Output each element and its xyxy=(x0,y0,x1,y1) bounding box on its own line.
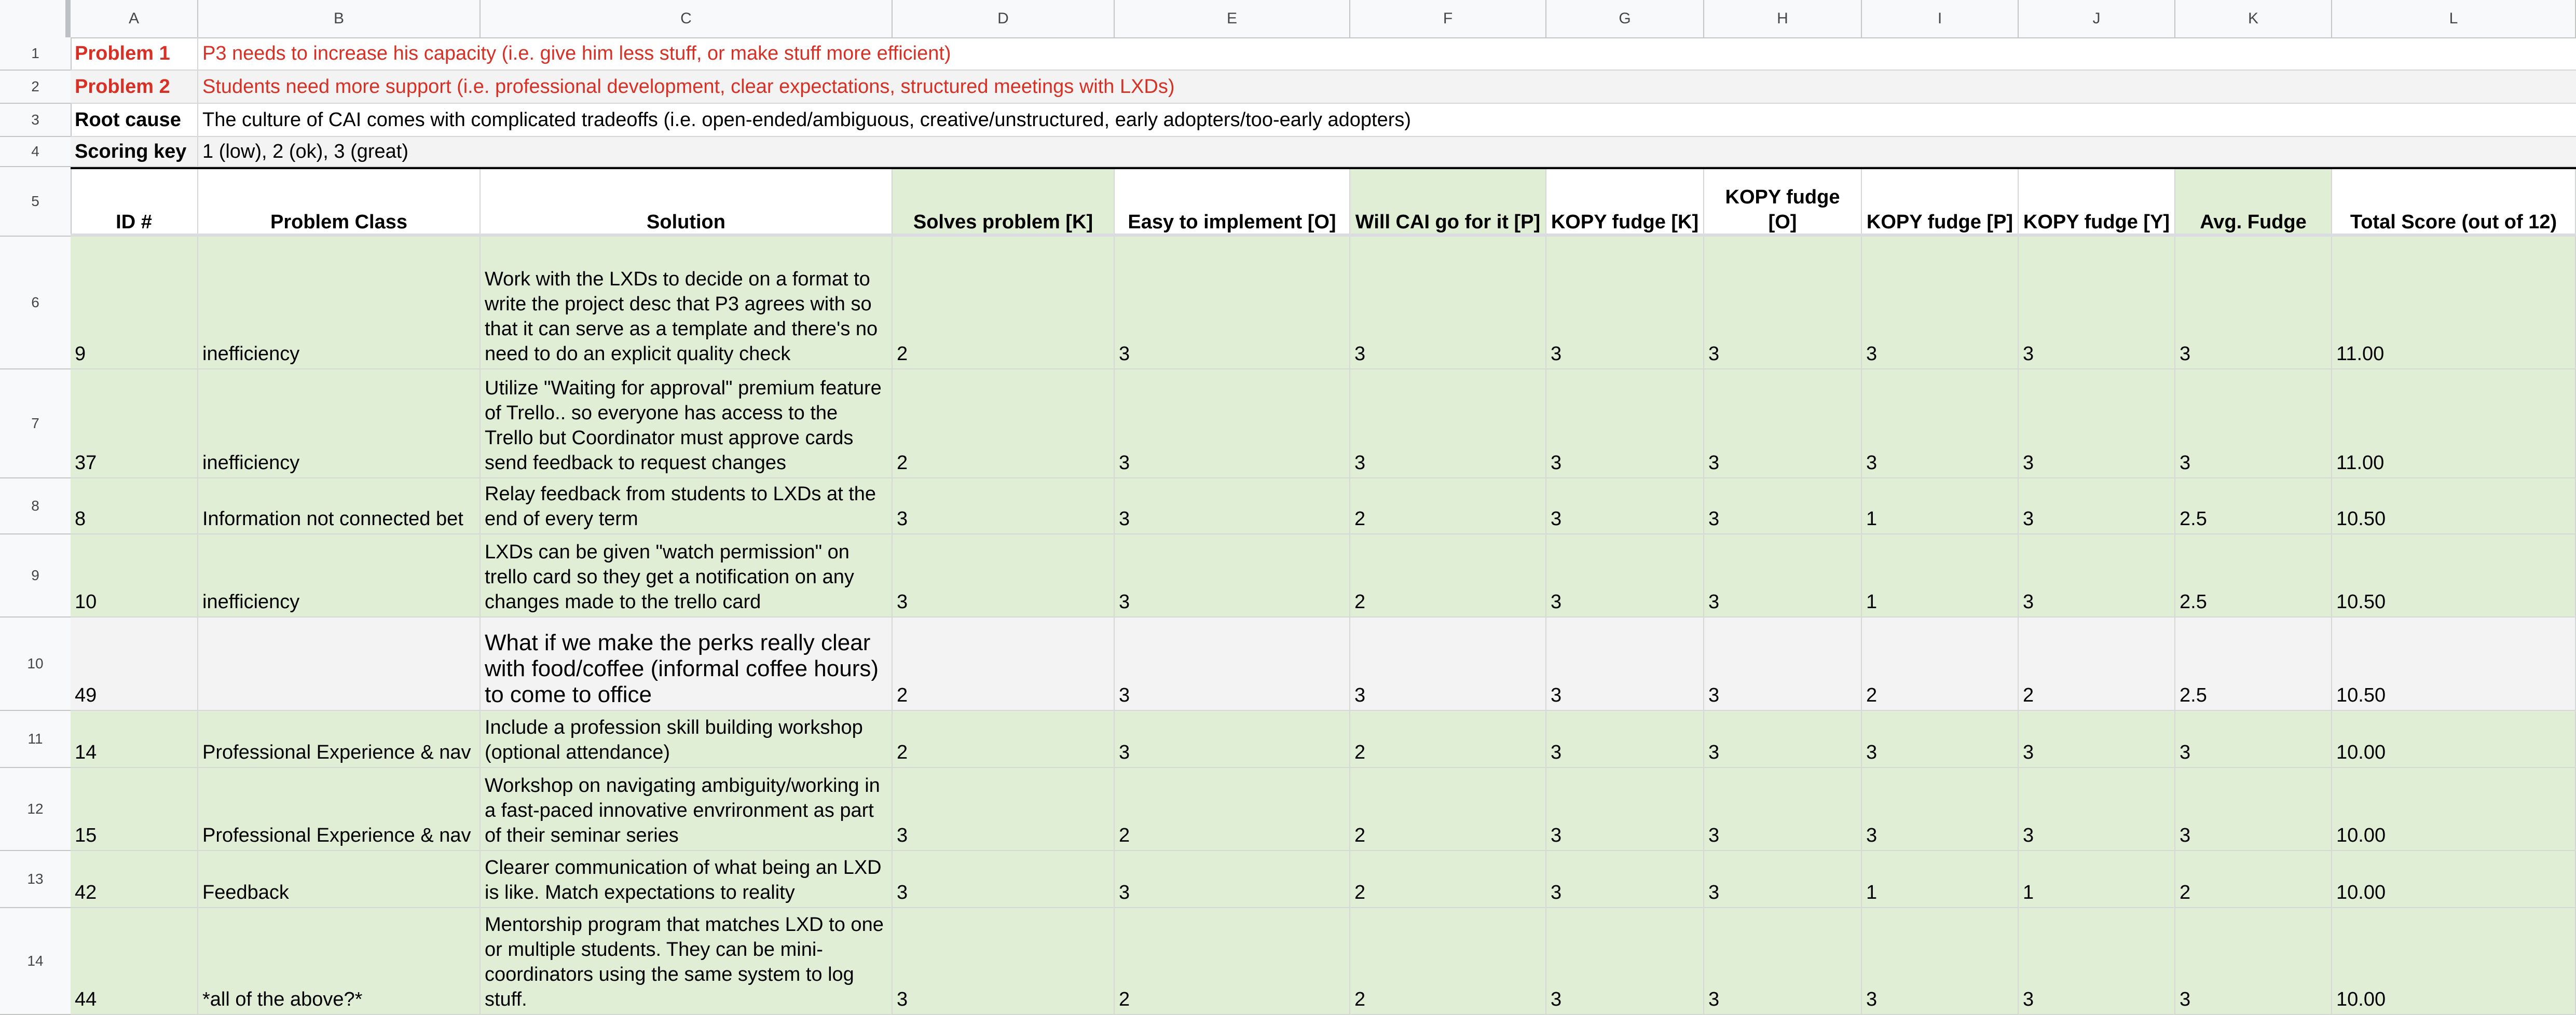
cell-e[interactable] xyxy=(1115,478,1350,534)
cell-value: 3 xyxy=(1354,343,1366,365)
cell-cls[interactable] xyxy=(198,851,481,908)
sheet-row-13 xyxy=(71,851,2576,908)
cell-j[interactable] xyxy=(2019,618,2175,711)
sheet-row-1 xyxy=(71,37,2576,71)
cell-value: 3 xyxy=(1119,452,1130,474)
info-text-cell[interactable]: Students need more support (i.e. professional development, clear expectations, structured meetings with LXDs) xyxy=(198,71,2576,104)
info-label-cell[interactable]: Problem 1 xyxy=(71,37,198,71)
row-header-10[interactable]: 10 xyxy=(0,618,71,711)
sheet-row-6 xyxy=(71,237,2576,369)
cell-value: 3 xyxy=(897,591,908,613)
cell-value: 10 xyxy=(75,591,97,613)
cell-value: 15 xyxy=(75,825,97,846)
cell-id[interactable] xyxy=(71,851,198,908)
cell-value: 3 xyxy=(897,989,908,1010)
column-title-1[interactable]: ID # xyxy=(71,169,198,239)
sheet-row-2 xyxy=(71,71,2576,104)
cell-k[interactable] xyxy=(2175,768,2332,851)
cell-g[interactable] xyxy=(1546,908,1704,1015)
cell-d[interactable] xyxy=(893,237,1115,369)
cell-value: 1 xyxy=(1866,508,1878,530)
cell-value: 3 xyxy=(1866,742,1878,763)
row-header-bar xyxy=(0,37,72,1015)
cell-j[interactable] xyxy=(2019,237,2175,369)
cell-value: 3 xyxy=(1866,825,1878,846)
cell-value: 3 xyxy=(2023,508,2034,530)
cell-solution[interactable] xyxy=(481,369,893,478)
cell-value: 3 xyxy=(2180,343,2191,365)
sheet-row-9 xyxy=(71,534,2576,618)
cell-value: 3 xyxy=(1551,508,1562,530)
column-title-2[interactable]: Problem Class xyxy=(198,169,481,239)
cell-value: 3 xyxy=(1708,742,1720,763)
cell-d[interactable] xyxy=(893,851,1115,908)
cell-value: 3 xyxy=(2023,591,2034,613)
cell-value: 3 xyxy=(1119,591,1130,613)
cell-g[interactable] xyxy=(1546,618,1704,711)
column-title-4[interactable]: Solves problem [K] xyxy=(893,169,1115,239)
info-label-cell[interactable]: Scoring key xyxy=(71,137,198,167)
column-header-c[interactable]: C xyxy=(481,0,893,37)
cell-value: 3 xyxy=(1708,343,1720,365)
cell-value: 3 xyxy=(1119,343,1130,365)
cell-value: 10.50 xyxy=(2336,508,2386,530)
cell-value: 3 xyxy=(1866,989,1878,1010)
cell-k[interactable] xyxy=(2175,711,2332,768)
cell-value: 37 xyxy=(75,452,97,474)
cell-value: 10.00 xyxy=(2336,825,2386,846)
row-header-12[interactable]: 12 xyxy=(0,768,71,851)
cell-value: 2 xyxy=(1866,684,1878,706)
cell-id[interactable] xyxy=(71,908,198,1015)
cell-l[interactable] xyxy=(2332,711,2576,768)
column-title-11[interactable]: Avg. Fudge xyxy=(2175,169,2332,239)
column-header-l[interactable]: L xyxy=(2332,0,2576,37)
cell-solution[interactable] xyxy=(481,618,893,711)
cell-cls[interactable] xyxy=(198,618,481,711)
cell-value: 2 xyxy=(1354,882,1366,903)
row-header-14[interactable]: 14 xyxy=(0,908,71,1015)
cell-solution[interactable] xyxy=(481,908,893,1015)
cell-cls[interactable] xyxy=(198,237,481,369)
cell-k[interactable] xyxy=(2175,369,2332,478)
sheet-row-7 xyxy=(71,369,2576,478)
cell-f[interactable] xyxy=(1350,768,1546,851)
cell-value: 10.50 xyxy=(2336,591,2386,613)
cell-h[interactable] xyxy=(1704,711,1862,768)
cell-g[interactable] xyxy=(1546,534,1704,618)
cell-value: 3 xyxy=(1119,684,1130,706)
info-label-cell[interactable]: Problem 2 xyxy=(71,71,198,104)
sheet-row-3 xyxy=(71,104,2576,137)
cell-e[interactable] xyxy=(1115,711,1350,768)
cell-id[interactable] xyxy=(71,534,198,618)
cell-value: 3 xyxy=(1119,508,1130,530)
cell-value: 2.5 xyxy=(2180,508,2207,530)
cell-grid xyxy=(71,37,2576,1015)
column-header-d[interactable]: D xyxy=(893,0,1115,37)
cell-g[interactable] xyxy=(1546,768,1704,851)
column-title-9[interactable]: KOPY fudge [P] xyxy=(1862,169,2019,239)
cell-l[interactable] xyxy=(2332,851,2576,908)
cell-k[interactable] xyxy=(2175,618,2332,711)
cell-value: 3 xyxy=(1354,684,1366,706)
info-text-cell[interactable]: P3 needs to increase his capacity (i.e. give him less stuff, or make stuff more efficient) xyxy=(198,37,2576,71)
cell-value: 1 xyxy=(1866,882,1878,903)
cell-value: Workshop on navigating ambiguity/working in a fast-paced innovative envrironment as part of their seminar series xyxy=(485,775,880,846)
cell-value: 3 xyxy=(1551,684,1562,706)
row-header-13[interactable]: 13 xyxy=(0,851,71,908)
cell-l[interactable] xyxy=(2332,618,2576,711)
cell-value: 3 xyxy=(2023,825,2034,846)
cell-g[interactable] xyxy=(1546,851,1704,908)
cell-value: 11.00 xyxy=(2336,452,2385,474)
cell-h[interactable] xyxy=(1704,618,1862,711)
cell-value: 3 xyxy=(1551,825,1562,846)
cell-solution[interactable] xyxy=(481,237,893,369)
cell-g[interactable] xyxy=(1546,711,1704,768)
cell-i[interactable] xyxy=(1862,768,2019,851)
cell-d[interactable] xyxy=(893,711,1115,768)
cell-e[interactable] xyxy=(1115,768,1350,851)
column-title-12[interactable]: Total Score (out of 12) xyxy=(2332,169,2576,239)
cell-value: 1 xyxy=(1866,591,1878,613)
cell-value: 3 xyxy=(1119,742,1130,763)
cell-i[interactable] xyxy=(1862,908,2019,1015)
cell-value: 2 xyxy=(1119,989,1130,1010)
row-header-1[interactable]: 1 xyxy=(0,37,71,71)
cell-k[interactable] xyxy=(2175,534,2332,618)
sheet-row-12 xyxy=(71,768,2576,851)
sheet-row-14 xyxy=(71,908,2576,1015)
cell-value: Work with the LXDs to decide on a format to write the project desc that P3 agrees with so that it can serve as a template and there's no need to do an explicit quality check xyxy=(485,268,878,365)
cell-d[interactable] xyxy=(893,478,1115,534)
cell-value: 42 xyxy=(75,882,97,903)
cell-value: inefficiency xyxy=(202,591,300,613)
cell-cls[interactable] xyxy=(198,908,481,1015)
cell-cls[interactable] xyxy=(198,369,481,478)
cell-l[interactable] xyxy=(2332,237,2576,369)
column-header-g[interactable]: G xyxy=(1546,0,1704,37)
cell-f[interactable] xyxy=(1350,618,1546,711)
cell-value: inefficiency xyxy=(202,452,300,474)
cell-cls[interactable] xyxy=(198,534,481,618)
cell-value: 2 xyxy=(1354,989,1366,1010)
cell-id[interactable] xyxy=(71,768,198,851)
cell-f[interactable] xyxy=(1350,369,1546,478)
info-text-cell[interactable]: 1 (low), 2 (ok), 3 (great) xyxy=(198,137,2576,167)
sheet-row-5 xyxy=(71,167,2576,239)
cell-value: 2.5 xyxy=(2180,684,2207,706)
cell-solution[interactable] xyxy=(481,851,893,908)
cell-value: 3 xyxy=(897,508,908,530)
cell-value: Feedback xyxy=(202,882,289,903)
cell-value: 10.00 xyxy=(2336,742,2386,763)
cell-value: 2 xyxy=(897,742,908,763)
row-header-11[interactable]: 11 xyxy=(0,711,71,768)
row-header-5[interactable]: 5 xyxy=(0,167,71,237)
cell-value: 3 xyxy=(1866,343,1878,365)
cell-value: 2 xyxy=(1354,591,1366,613)
cell-value: Relay feedback from students to LXDs at the end of every term xyxy=(485,483,876,530)
cell-value: 3 xyxy=(2180,452,2191,474)
cell-f[interactable] xyxy=(1350,711,1546,768)
cell-d[interactable] xyxy=(893,618,1115,711)
cell-cls[interactable] xyxy=(198,711,481,768)
column-header-a[interactable]: A xyxy=(71,0,198,37)
row-header-2[interactable]: 2 xyxy=(0,71,71,104)
row-header-9[interactable]: 9 xyxy=(0,534,71,618)
cell-value: 2 xyxy=(2180,882,2191,903)
column-title-6[interactable]: Will CAI go for it [P] xyxy=(1350,169,1546,239)
cell-j[interactable] xyxy=(2019,534,2175,618)
cell-e[interactable] xyxy=(1115,237,1350,369)
column-title-8[interactable]: KOPY fudge [O] xyxy=(1704,169,1862,239)
cell-cls[interactable] xyxy=(198,478,481,534)
sheet-row-11 xyxy=(71,711,2576,768)
cell-value: Professional Experience & nav xyxy=(202,742,471,763)
cell-value: 3 xyxy=(1708,508,1720,530)
cell-j[interactable] xyxy=(2019,908,2175,1015)
cell-f[interactable] xyxy=(1350,534,1546,618)
column-header-k[interactable]: K xyxy=(2175,0,2332,37)
cell-value: 2 xyxy=(2023,684,2034,706)
column-header-bar xyxy=(0,0,2576,38)
cell-l[interactable] xyxy=(2332,478,2576,534)
column-header-i[interactable]: I xyxy=(1862,0,2019,37)
cell-value: 3 xyxy=(1551,591,1562,613)
cell-value: 3 xyxy=(2180,742,2191,763)
cell-value: 3 xyxy=(897,825,908,846)
column-header-j[interactable]: J xyxy=(2019,0,2175,37)
cell-id[interactable] xyxy=(71,237,198,369)
cell-h[interactable] xyxy=(1704,237,1862,369)
cell-i[interactable] xyxy=(1862,711,2019,768)
cell-value: 3 xyxy=(2180,989,2191,1010)
cell-value: 3 xyxy=(1551,882,1562,903)
cell-solution[interactable] xyxy=(481,768,893,851)
cell-i[interactable] xyxy=(1862,478,2019,534)
sheet-row-4 xyxy=(71,137,2576,167)
cell-l[interactable] xyxy=(2332,534,2576,618)
cell-value: 2.5 xyxy=(2180,591,2207,613)
cell-f[interactable] xyxy=(1350,237,1546,369)
cell-value: 3 xyxy=(1708,684,1720,706)
cell-value: 3 xyxy=(1708,825,1720,846)
cell-value: What if we make the perks really clear with food/coffee (informal coffee hours) to come to office xyxy=(485,630,879,707)
cell-value: 3 xyxy=(1551,989,1562,1010)
cell-value: 49 xyxy=(75,684,97,706)
cell-f[interactable] xyxy=(1350,478,1546,534)
cell-cls[interactable] xyxy=(198,768,481,851)
cell-id[interactable] xyxy=(71,369,198,478)
row-header-8[interactable]: 8 xyxy=(0,478,71,534)
cell-value: 3 xyxy=(1708,591,1720,613)
row-header-3[interactable]: 3 xyxy=(0,104,71,137)
cell-value: 9 xyxy=(75,343,86,365)
cell-value: Mentorship program that matches LXD to one or multiple students. They can be mini-coordinators using the same system to log stuff. xyxy=(485,914,884,1010)
cell-g[interactable] xyxy=(1546,369,1704,478)
info-label-cell[interactable]: Root cause xyxy=(71,104,198,137)
cell-d[interactable] xyxy=(893,908,1115,1015)
cell-k[interactable] xyxy=(2175,478,2332,534)
column-header-e[interactable]: E xyxy=(1115,0,1350,37)
cell-id[interactable] xyxy=(71,478,198,534)
cell-solution[interactable] xyxy=(481,478,893,534)
cell-value: 3 xyxy=(1708,882,1720,903)
cell-i[interactable] xyxy=(1862,618,2019,711)
cell-e[interactable] xyxy=(1115,369,1350,478)
cell-i[interactable] xyxy=(1862,237,2019,369)
cell-l[interactable] xyxy=(2332,908,2576,1015)
cell-value: 3 xyxy=(2023,343,2034,365)
cell-value: 8 xyxy=(75,508,86,530)
cell-g[interactable] xyxy=(1546,478,1704,534)
column-title-10[interactable]: KOPY fudge [Y] xyxy=(2019,169,2175,239)
column-header-f[interactable]: F xyxy=(1350,0,1546,37)
cell-i[interactable] xyxy=(1862,851,2019,908)
cell-h[interactable] xyxy=(1704,768,1862,851)
cell-value: 44 xyxy=(75,989,97,1010)
cell-j[interactable] xyxy=(2019,711,2175,768)
row-header-4[interactable]: 4 xyxy=(0,137,71,167)
cell-e[interactable] xyxy=(1115,534,1350,618)
cell-j[interactable] xyxy=(2019,768,2175,851)
cell-value: 3 xyxy=(1708,989,1720,1010)
cell-id[interactable] xyxy=(71,618,198,711)
cell-value: 2 xyxy=(897,684,908,706)
cell-id[interactable] xyxy=(71,711,198,768)
cell-value: 2 xyxy=(897,343,908,365)
cell-f[interactable] xyxy=(1350,851,1546,908)
column-header-h[interactable]: H xyxy=(1704,0,1862,37)
cell-value: Clearer communication of what being an LXD is like. Match expectations to reality xyxy=(485,857,882,903)
cell-j[interactable] xyxy=(2019,851,2175,908)
cell-value: Utilize "Waiting for approval" premium feature of Trello.. so everyone has access to the Trello but Coordinator must approve cards send feedback to request changes xyxy=(485,377,882,474)
cell-g[interactable] xyxy=(1546,237,1704,369)
cell-value: 3 xyxy=(1866,452,1878,474)
column-title-3[interactable]: Solution xyxy=(481,169,893,239)
row-header-7[interactable]: 7 xyxy=(0,369,71,478)
cell-j[interactable] xyxy=(2019,369,2175,478)
cell-e[interactable] xyxy=(1115,618,1350,711)
cell-e[interactable] xyxy=(1115,908,1350,1015)
cell-value: 3 xyxy=(2180,825,2191,846)
cell-value: 2 xyxy=(1354,742,1366,763)
column-title-7[interactable]: KOPY fudge [K] xyxy=(1546,169,1704,239)
cell-value: 2 xyxy=(1119,825,1130,846)
cell-value: 10.00 xyxy=(2336,989,2386,1010)
cell-l[interactable] xyxy=(2332,768,2576,851)
select-all-corner[interactable] xyxy=(0,0,71,37)
cell-value: Include a profession skill building workshop (optional attendance) xyxy=(485,717,863,763)
cell-d[interactable] xyxy=(893,369,1115,478)
cell-value: *all of the above?* xyxy=(202,989,363,1010)
cell-h[interactable] xyxy=(1704,851,1862,908)
cell-i[interactable] xyxy=(1862,534,2019,618)
cell-h[interactable] xyxy=(1704,478,1862,534)
cell-value: 3 xyxy=(1119,882,1130,903)
cell-e[interactable] xyxy=(1115,851,1350,908)
cell-value: 2 xyxy=(1354,825,1366,846)
sheet-row-8 xyxy=(71,478,2576,534)
cell-value: 2 xyxy=(1354,508,1366,530)
cell-value: 10.50 xyxy=(2336,684,2386,706)
cell-value: 3 xyxy=(1551,742,1562,763)
cell-d[interactable] xyxy=(893,768,1115,851)
cell-value: 1 xyxy=(2023,882,2034,903)
cell-solution[interactable] xyxy=(481,711,893,768)
cell-value: 3 xyxy=(1708,452,1720,474)
row-header-6[interactable]: 6 xyxy=(0,237,71,369)
cell-d[interactable] xyxy=(893,534,1115,618)
cell-value: 3 xyxy=(1551,452,1562,474)
cell-value: 3 xyxy=(2023,452,2034,474)
cell-value: 11.00 xyxy=(2336,343,2385,365)
cell-value: 3 xyxy=(2023,989,2034,1010)
cell-value: 3 xyxy=(1354,452,1366,474)
cell-value: Professional Experience & nav xyxy=(202,825,471,846)
cell-value: 14 xyxy=(75,742,97,763)
column-header-b[interactable]: B xyxy=(198,0,481,37)
cell-value: 3 xyxy=(2023,742,2034,763)
cell-value: 3 xyxy=(897,882,908,903)
cell-h[interactable] xyxy=(1704,908,1862,1015)
column-title-5[interactable]: Easy to implement [O] xyxy=(1115,169,1350,239)
info-text-cell[interactable]: The culture of CAI comes with complicated tradeoffs (i.e. open-ended/ambiguous, creative/unstructured, early adopters/too-early adopters) xyxy=(198,104,2576,137)
cell-f[interactable] xyxy=(1350,908,1546,1015)
cell-value: 10.00 xyxy=(2336,882,2386,903)
cell-value: 3 xyxy=(1551,343,1562,365)
cell-value: LXDs can be given "watch permission" on trello card so they get a notification on any changes made to the trello card xyxy=(485,541,854,613)
cell-h[interactable] xyxy=(1704,534,1862,618)
cell-k[interactable] xyxy=(2175,908,2332,1015)
cell-solution[interactable] xyxy=(481,534,893,618)
cell-l[interactable] xyxy=(2332,369,2576,478)
sheet-row-10 xyxy=(71,618,2576,711)
cell-j[interactable] xyxy=(2019,478,2175,534)
cell-i[interactable] xyxy=(1862,369,2019,478)
cell-k[interactable] xyxy=(2175,851,2332,908)
cell-k[interactable] xyxy=(2175,237,2332,369)
cell-h[interactable] xyxy=(1704,369,1862,478)
cell-value: 2 xyxy=(897,452,908,474)
cell-value: Information not connected bet xyxy=(202,508,463,530)
cell-value: inefficiency xyxy=(202,343,300,365)
